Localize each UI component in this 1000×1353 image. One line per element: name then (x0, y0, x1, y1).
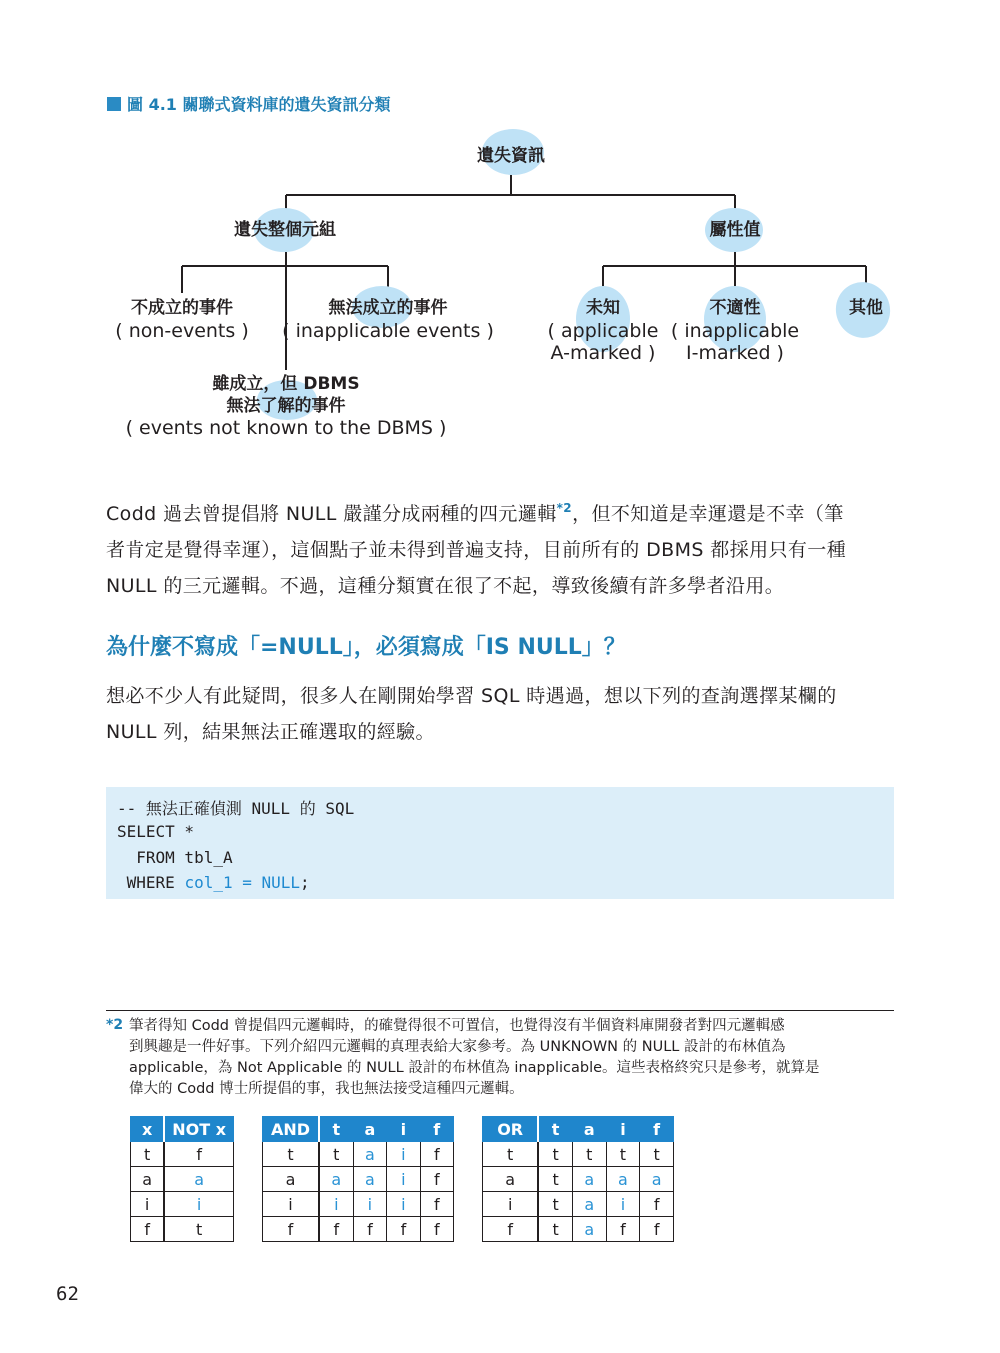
table-cell: a (640, 1167, 674, 1192)
table-cell: a (164, 1167, 233, 1192)
table-header-row (483, 1117, 674, 1142)
table-cell: f (420, 1217, 453, 1242)
table-cell: a (606, 1167, 640, 1192)
paragraph-1 (106, 490, 896, 604)
table-row (263, 1192, 454, 1217)
code-line-2: SELECT * (117, 822, 195, 841)
table-cell: f (319, 1217, 353, 1242)
table-cell: f (483, 1217, 539, 1242)
table-cell: t (538, 1192, 572, 1217)
table-cell: a (572, 1192, 606, 1217)
table-cell: f (420, 1142, 453, 1167)
table-row (131, 1192, 234, 1217)
table-cell: f (353, 1217, 387, 1242)
table-cell: f (640, 1217, 674, 1242)
footnote-mark: *2 (106, 1017, 124, 1033)
not-events-sub: ( non-events ) (115, 320, 249, 342)
table-row (131, 1217, 234, 1242)
paragraph-2 (106, 678, 896, 750)
not-applicable-node: 不適性 (709, 298, 761, 318)
table-cell: t (606, 1142, 640, 1167)
table-header-cell: x (131, 1117, 165, 1142)
not-applicable-sub-2: I-marked ) (686, 342, 784, 364)
not-truth-table (130, 1116, 234, 1242)
table-cell: i (606, 1192, 640, 1217)
inapplicable-events-sub: ( inapplicable events ) (282, 320, 494, 342)
table-cell: i (387, 1192, 420, 1217)
footnote-rule (106, 1010, 894, 1011)
code-line-4: WHERE col_1 = NULL; (117, 873, 310, 892)
paragraph-2-line-1: 想必不少人有此疑問，很多人在剛開始學習 SQL 時遇過，想以下列的查詢選擇某欄的 (106, 685, 837, 707)
table-row (483, 1167, 674, 1192)
table-row (263, 1167, 454, 1192)
footnote-line-1: 筆者得知 Codd 曾提倡四元邏輯時，的確覺得很不可置信，也覺得沒有半個資料庫開發者對四元邏輯感 (129, 1018, 785, 1034)
table-row (263, 1142, 454, 1167)
figure-title-text: 圖 4.1 關聯式資料庫的遺失資訊分類 (127, 95, 391, 114)
table-cell: a (319, 1167, 353, 1192)
code-highlight: col_1 = NULL (184, 873, 301, 892)
table-cell: i (263, 1192, 320, 1217)
table-header-cell: t (538, 1117, 572, 1142)
unknown-events-node-1: 雖成立，但 DBMS (212, 374, 360, 394)
table-cell: t (572, 1142, 606, 1167)
unknown-sub-2: A-marked ) (550, 342, 656, 364)
right-branch-node: 屬性值 (709, 220, 761, 240)
table-cell: f (263, 1217, 320, 1242)
table-cell: i (387, 1167, 420, 1192)
table-header-row (131, 1117, 234, 1142)
paragraph-2-line-2: NULL 列，結果無法正確選取的經驗。 (106, 721, 435, 743)
table-cell: i (353, 1192, 387, 1217)
table-cell: f (420, 1167, 453, 1192)
table-cell: i (319, 1192, 353, 1217)
table-cell: a (263, 1167, 320, 1192)
tree-connectors (0, 0, 1000, 460)
other-node: 其他 (849, 298, 883, 318)
table-header-cell: a (572, 1117, 606, 1142)
table-cell: i (164, 1192, 233, 1217)
table-header-cell: NOT x (164, 1117, 233, 1142)
table-cell: a (353, 1142, 387, 1167)
table-cell: a (572, 1167, 606, 1192)
table-row (483, 1142, 674, 1167)
table-row (263, 1217, 454, 1242)
or-truth-table (482, 1116, 674, 1242)
table-cell: t (538, 1167, 572, 1192)
table-row (131, 1167, 234, 1192)
footnote-line-4: 偉大的 Codd 博士所提倡的事，我也無法接受這種四元邏輯。 (129, 1081, 524, 1097)
root-node: 遺失資訊 (477, 146, 545, 166)
paragraph-1-line-3: NULL 的三元邏輯。不過，這種分類實在很了不起，導致後續有許多學者沿用。 (106, 575, 785, 597)
table-cell: t (483, 1142, 539, 1167)
table-cell: i (483, 1192, 539, 1217)
page-number: 62 (56, 1283, 79, 1305)
table-cell: f (387, 1217, 420, 1242)
table-header-row (263, 1117, 454, 1142)
footnote-ref: *2 (556, 501, 573, 515)
code-line-3: FROM tbl_A (117, 848, 233, 867)
table-cell: a (353, 1167, 387, 1192)
not-applicable-sub-1: ( inapplicable (670, 320, 800, 342)
table-cell: f (420, 1192, 453, 1217)
table-cell: t (164, 1217, 233, 1242)
table-row (483, 1192, 674, 1217)
table-header-cell: OR (483, 1117, 539, 1142)
table-cell: t (640, 1142, 674, 1167)
table-header-cell: a (353, 1117, 387, 1142)
unknown-events-node-2: 無法了解的事件 (226, 396, 346, 416)
table-cell: a (572, 1217, 606, 1242)
table-cell: f (131, 1217, 165, 1242)
table-cell: a (483, 1167, 539, 1192)
table-cell: f (640, 1192, 674, 1217)
footnote-line-3: applicable，為 Not Applicable 的 NULL 設計的布林值為 inapplicable。這些表格終究只是參考，就算是 (129, 1060, 820, 1076)
unknown-events-sub: ( events not known to the DBMS ) (125, 417, 447, 439)
table-header-cell: i (606, 1117, 640, 1142)
table-header-cell: AND (263, 1117, 320, 1142)
table-cell: t (319, 1142, 353, 1167)
table-row (483, 1217, 674, 1242)
and-truth-table (262, 1116, 454, 1242)
not-events-node: 不成立的事件 (131, 298, 233, 318)
footnote-line-2: 到興趣是一件好事。下列介紹四元邏輯的真理表給大家參考。為 UNKNOWN 的 NULL 設計的布林值為 (129, 1039, 786, 1055)
table-cell: t (131, 1142, 165, 1167)
paragraph-1-line-1: Codd 過去曾提倡將 NULL 嚴謹分成兩種的四元邏輯$^{*2}$，但不知道是幸運還是不幸（筆 (106, 501, 844, 525)
table-header-cell: t (319, 1117, 353, 1142)
table-row (131, 1142, 234, 1167)
table-header-cell: f (420, 1117, 453, 1142)
unknown-node: 未知 (586, 298, 620, 318)
table-header-cell: i (387, 1117, 420, 1142)
code-block (106, 787, 894, 899)
table-cell: a (131, 1167, 165, 1192)
table-cell: t (538, 1217, 572, 1242)
table-cell: t (538, 1142, 572, 1167)
left-branch-node: 遺失整個元組 (234, 220, 336, 240)
table-cell: f (606, 1217, 640, 1242)
table-cell: f (164, 1142, 233, 1167)
inapplicable-events-node: 無法成立的事件 (328, 298, 448, 318)
section-heading: 為什麼不寫成「=NULL」，必須寫成「IS NULL」？ (106, 635, 626, 660)
table-header-cell: f (640, 1117, 674, 1142)
table-cell: t (263, 1142, 320, 1167)
footnote-text (129, 1016, 895, 1100)
table-cell: i (131, 1192, 165, 1217)
code-line-1: -- 無法正確偵測 NULL 的 SQL (117, 799, 355, 818)
paragraph-1-line-2: 者肯定是覺得幸運），這個點子並未得到普遍支持，目前所有的 DBMS 都採用只有一種 (106, 539, 847, 561)
table-cell: i (387, 1142, 420, 1167)
unknown-sub-1: ( applicable (547, 320, 659, 342)
